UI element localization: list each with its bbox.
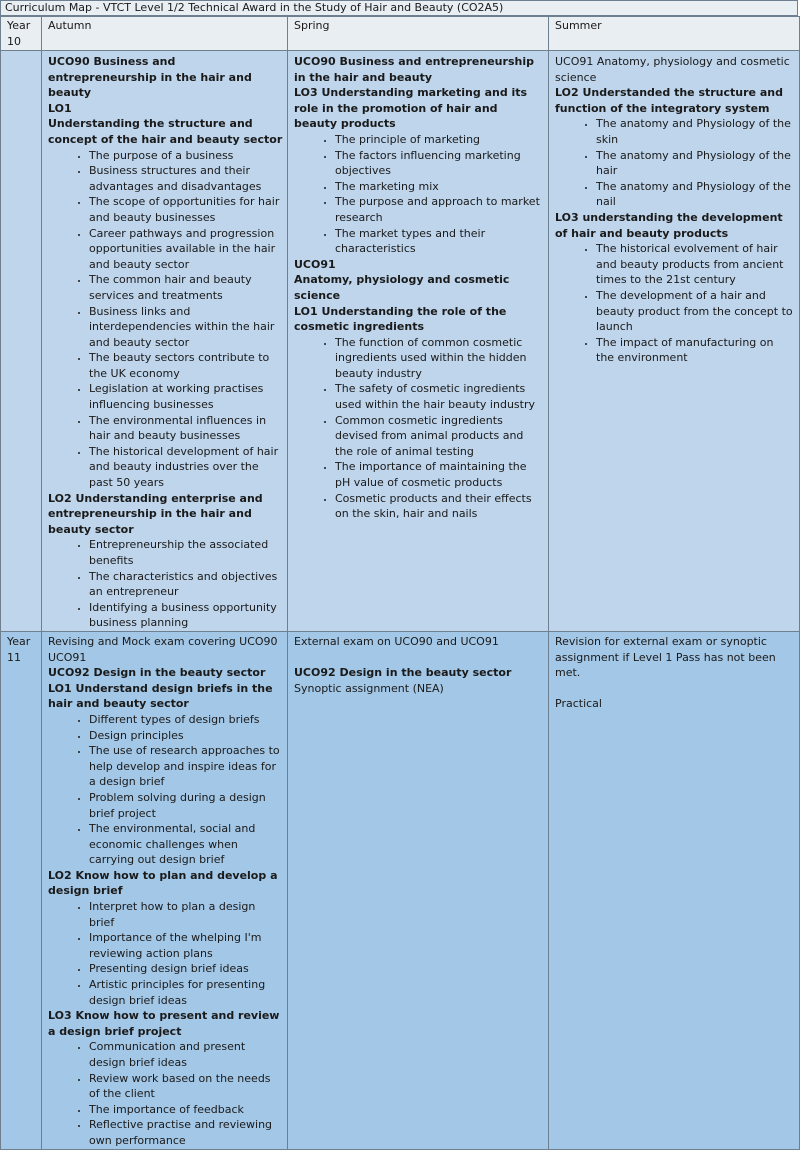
spacer	[294, 650, 544, 666]
spacer	[555, 681, 795, 697]
y11-autumn-lo1-title: LO1 Understand design briefs in the hair and beauty sector	[48, 681, 273, 711]
list-item: • Different types of design briefs	[89, 712, 283, 728]
y10-autumn-lo2-list	[48, 537, 283, 631]
y10-summer-lo3-list	[555, 241, 795, 366]
list-item: • Reflective practise and reviewing own performance	[89, 1117, 283, 1148]
y10-autumn-lo1-list	[48, 148, 283, 491]
y11-autumn-lo3-list	[48, 1039, 283, 1148]
y10-autumn-lo1-title: Understanding the structure and concept of the hair and beauty sector	[48, 117, 283, 146]
y10-spring-lo1-list	[294, 335, 544, 522]
list-item: • Common cosmetic ingredients devised from animal products and the role of animal testing	[335, 413, 544, 460]
year-10-row	[1, 51, 800, 632]
list-item: • The environmental influences in hair and beauty businesses	[89, 413, 283, 444]
y11-summer-line1: Revision for external exam or synoptic assignment if Level 1 Pass has not been met.	[555, 634, 776, 680]
y11-summer-line2: Practical	[555, 697, 602, 711]
list-item: • Review work based on the needs of the client	[89, 1071, 283, 1102]
list-item: • The use of research approaches to help develop and inspire ideas for a design brief	[89, 743, 283, 790]
list-item: • Interpret how to plan a design brief	[89, 899, 283, 930]
list-item: • Communication and present design brief ideas	[89, 1039, 283, 1070]
list-item: • The scope of opportunities for hair and beauty businesses	[89, 194, 283, 225]
curriculum-table	[0, 16, 800, 1150]
y10-summer-lo2-title: LO2 Understanded the structure and function of the integratory system	[555, 86, 783, 115]
list-item: • Problem solving during a design brief project	[89, 790, 283, 821]
list-item: • The purpose of a business	[89, 148, 283, 164]
list-item: • The purpose and approach to market research	[335, 194, 544, 225]
list-item: • The anatomy and Physiology of the hair	[596, 148, 795, 179]
list-item: • The anatomy and Physiology of the nail	[596, 179, 795, 210]
y10-summer-cell	[549, 51, 800, 632]
page-title: Curriculum Map - VTCT Level 1/2 Technical Award in the Study of Hair and Beauty (CO2A5)	[0, 0, 798, 16]
y10-summer-lo3-title: LO3 understanding the development of hair and beauty products	[555, 210, 783, 240]
list-item: • Career pathways and progression opportunities available in the hair and beauty sector	[89, 226, 283, 273]
y11-autumn-lo2-list	[48, 899, 283, 1008]
y10-spring-unit: UCO90 Business and entrepreneurship in the hair and beauty	[294, 55, 534, 84]
y11-summer-cell	[549, 631, 800, 1149]
header-spring: Spring	[288, 17, 549, 51]
list-item: • Identifying a business opportunity business planning	[89, 600, 283, 631]
y10-spring-lo3-list	[294, 132, 544, 257]
header-year: Year 10	[1, 17, 42, 51]
list-item: • The environmental, social and economic challenges when carrying out design brief	[89, 821, 283, 868]
y10-summer-lo2-list	[555, 116, 795, 210]
list-item: • The safety of cosmetic ingredients used within the hair beauty industry	[335, 381, 544, 412]
y10-spring-lo1-title: LO1 Understanding the role of the cosmetic ingredients	[294, 304, 507, 334]
list-item: • The function of common cosmetic ingredients used within the hidden beauty industry	[335, 335, 544, 382]
list-item: • Business links and interdependencies within the hair and beauty sector	[89, 304, 283, 351]
list-item: • The characteristics and objectives an entrepreneur	[89, 569, 283, 600]
list-item: • The marketing mix	[335, 179, 544, 195]
y11-autumn-cell	[42, 631, 288, 1149]
year-11-label: Year 11	[1, 631, 42, 1149]
y10-spring-unit2-code: UCO91	[294, 257, 336, 271]
y10-spring-unit2-title: Anatomy, physiology and cosmetic science	[294, 273, 510, 302]
list-item: • The common hair and beauty services and treatments	[89, 272, 283, 303]
y11-autumn-intro: Revising and Mock exam covering UCO90 UCO91	[48, 634, 278, 664]
list-item: • The factors influencing marketing objectives	[335, 148, 544, 179]
y11-autumn-unit: UCO92 Design in the beauty sector	[48, 666, 266, 680]
list-item: • The historical evolvement of hair and beauty products from ancient times to the 21st century	[596, 241, 795, 288]
y10-spring-lo3-title: LO3 Understanding marketing and its role in the promotion of hair and beauty products	[294, 86, 528, 131]
list-item: • Entrepreneurship the associated benefits	[89, 537, 283, 568]
y11-autumn-lo1-list	[48, 712, 283, 868]
header-row	[1, 17, 800, 51]
list-item: • The impact of manufacturing on the environment	[596, 335, 795, 366]
list-item: • Design principles	[89, 728, 283, 744]
y11-spring-unit-line	[294, 665, 544, 696]
list-item: • The anatomy and Physiology of the skin	[596, 116, 795, 147]
list-item: • Presenting design brief ideas	[89, 961, 283, 977]
list-item: • Importance of the whelping I'm reviewing action plans	[89, 930, 283, 961]
header-summer: Summer	[549, 17, 800, 51]
list-item: • The importance of feedback	[89, 1102, 283, 1118]
list-item: • Business structures and their advantages and disadvantages	[89, 163, 283, 194]
year-11-row	[1, 631, 800, 1149]
y11-spring-unit-rest: Synoptic assignment (NEA)	[294, 681, 444, 695]
list-item: • The historical development of hair and beauty industries over the past 50 years	[89, 444, 283, 491]
list-item: • The beauty sectors contribute to the UK economy	[89, 350, 283, 381]
y11-spring-line1: External exam on UCO90 and UCO91	[294, 634, 499, 648]
y10-autumn-unit: UCO90 Business and entrepreneurship in the hair and beauty	[48, 55, 252, 100]
y10-summer-unit: UCO91 Anatomy, physiology and cosmetic science	[555, 55, 790, 84]
y11-spring-cell	[288, 631, 549, 1149]
y10-autumn-lo1-code: LO1	[48, 101, 72, 115]
y10-autumn-lo2-title: LO2 Understanding enterprise and entrepreneurship in the hair and beauty sector	[48, 491, 263, 536]
y11-autumn-lo2-title: LO2 Know how to plan and develop a design brief	[48, 868, 278, 898]
list-item: • The market types and their characteristics	[335, 226, 544, 257]
list-item: • Artistic principles for presenting design brief ideas	[89, 977, 283, 1008]
list-item: • The principle of marketing	[335, 132, 544, 148]
year-10-label	[1, 51, 42, 632]
y11-autumn-lo3-title: LO3 Know how to present and review a design brief project	[48, 1009, 280, 1038]
list-item: • The importance of maintaining the pH value of cosmetic products	[335, 459, 544, 490]
list-item: • Cosmetic products and their effects on the skin, hair and nails	[335, 491, 544, 522]
header-autumn: Autumn	[42, 17, 288, 51]
list-item: • Legislation at working practises influencing businesses	[89, 381, 283, 412]
list-item: • The development of a hair and beauty product from the concept to launch	[596, 288, 795, 335]
y10-autumn-cell	[42, 51, 288, 632]
y11-spring-unit: UCO92 Design in the beauty sector	[294, 666, 512, 680]
y10-spring-cell	[288, 51, 549, 632]
